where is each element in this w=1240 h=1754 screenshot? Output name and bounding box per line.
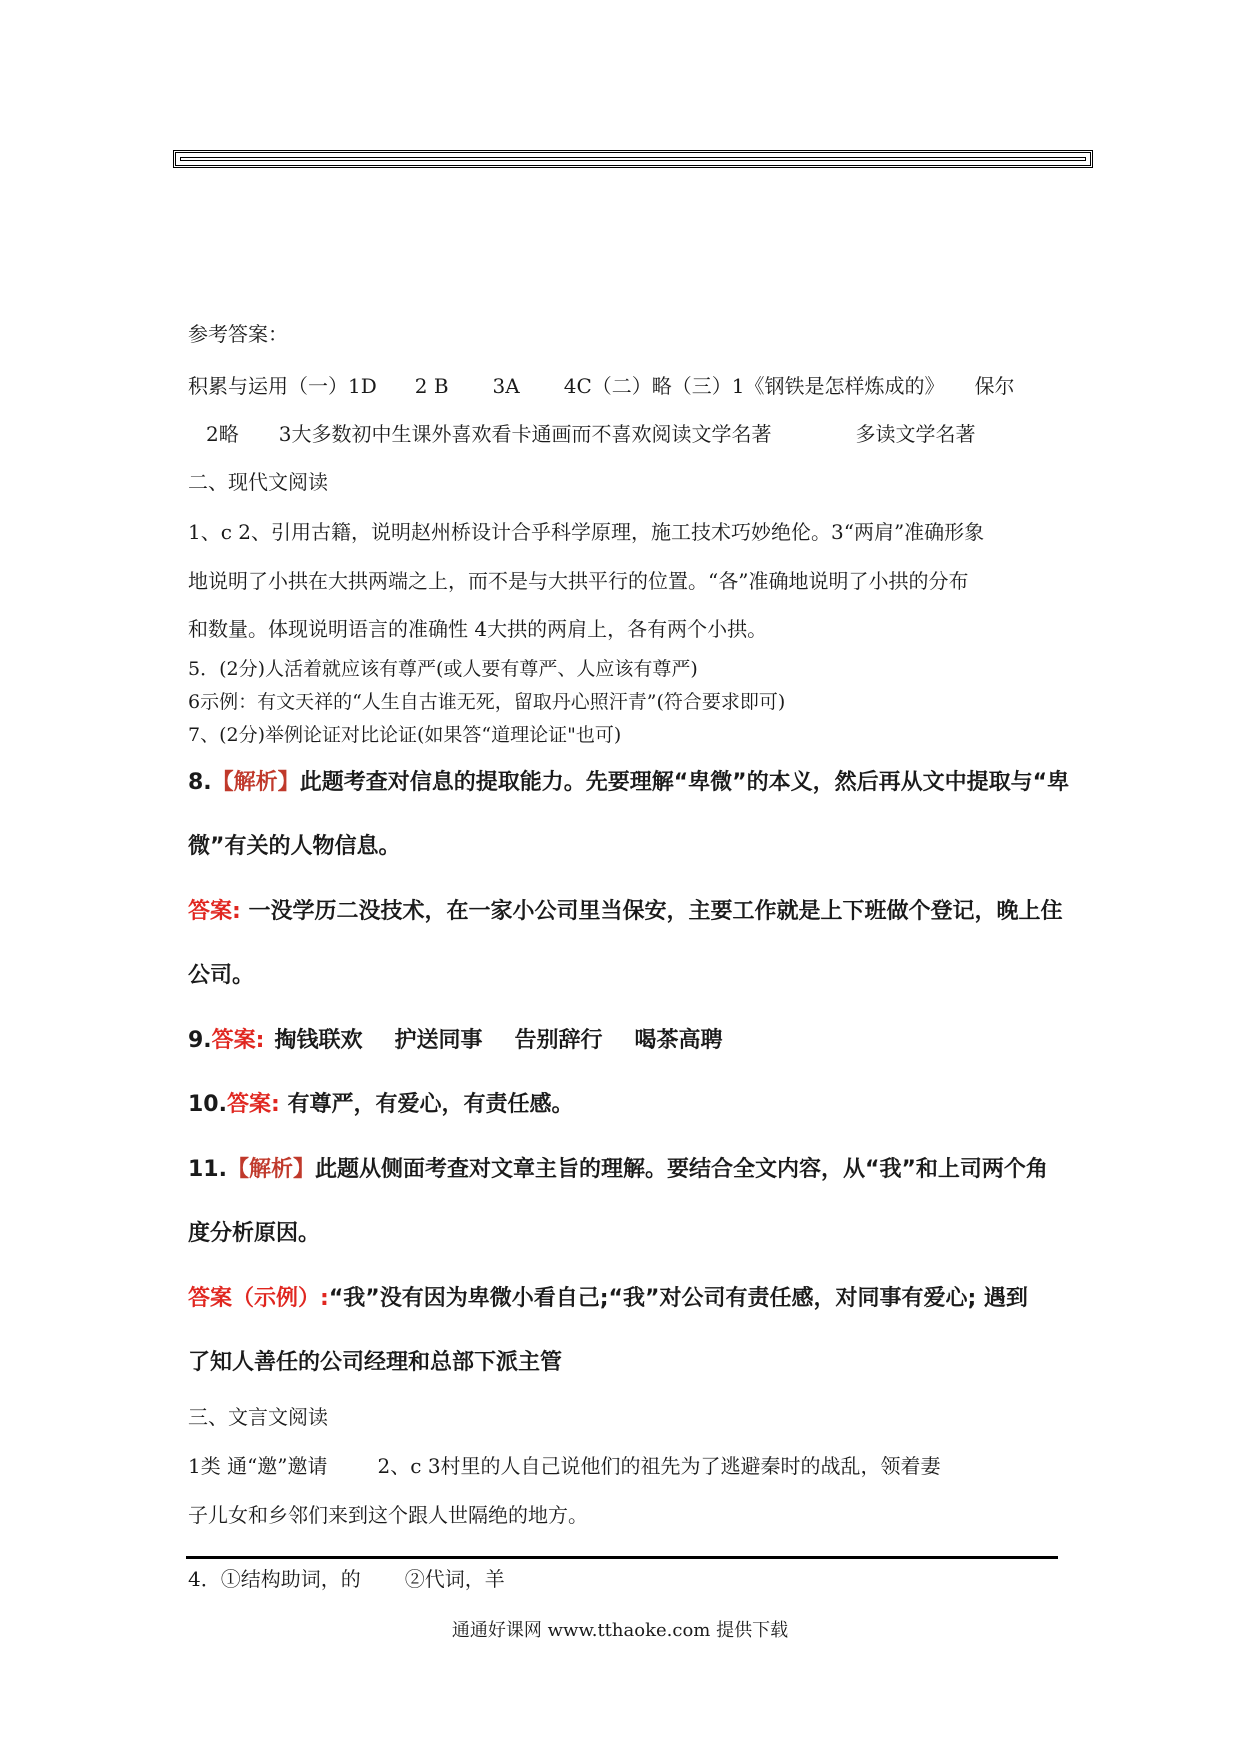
answer-label: 答案: xyxy=(188,899,241,924)
q5: 5．(2分)人活着就应该有尊严(或人要有尊严、人应该有尊严) xyxy=(188,658,698,680)
q8-answer-line2: 公司。 xyxy=(188,963,255,988)
q8-answer-line1: 答案: 一没学历二没技术，在一家小公司里当保安，主要工作就是上下班做个登记，晚上住 xyxy=(188,899,1063,924)
q6: 6示例：有文天祥的“人生自古谁无死，留取丹心照汗青”(符合要求即可) xyxy=(188,691,786,713)
answer-label: 答案: xyxy=(226,1092,280,1117)
section1-line1: 积累与运用（一）1D 2 B 3A 4C（二）略（三）1《钢铁是怎样炼成的》 保尔 xyxy=(188,374,1015,398)
q8-line2: 微”有关的人物信息。 xyxy=(188,834,401,859)
q1-line1: 1、c 2、引用古籍，说明赵州桥设计合乎科学原理，施工技术巧妙绝伦。3“两肩”准确形象 xyxy=(188,520,985,544)
section1-line2: 2略 3大多数初中生课外喜欢看卡通画而不喜欢阅读文学名著 多读文学名著 xyxy=(206,422,976,446)
section3-heading: 三、文言文阅读 xyxy=(188,1405,328,1429)
answer-label: 答案（示例）: xyxy=(188,1286,329,1311)
q11-answer-line2: 了知人善任的公司经理和总部下派主管 xyxy=(188,1350,563,1375)
footer-credit: 通通好课网 www.tthaoke.com 提供下载 xyxy=(451,1620,789,1641)
section3-line1: 1类 通“邀”邀请 2、c 3村里的人自己说他们的祖先为了逃避秦时的战乱，领着妻 xyxy=(188,1454,941,1478)
section3-line2: 子儿女和乡邻们来到这个跟人世隔绝的地方。 xyxy=(188,1503,588,1527)
section3-line3: 4．①结构助词，的 ②代词，羊 xyxy=(188,1567,505,1591)
section2-heading: 二、现代文阅读 xyxy=(188,470,328,494)
q11-answer-line1: 答案（示例）:“我”没有因为卑微小看自己;“我”对公司有责任感，对同事有爱心; 遇到 xyxy=(188,1286,1028,1311)
q1-line2: 地说明了小拱在大拱两端之上，而不是与大拱平行的位置。“各”准确地说明了小拱的分布 xyxy=(188,569,969,593)
answer-title: 参考答案： xyxy=(188,322,288,346)
q8-line1: 8.【解析】此题考查对信息的提取能力。先要理解“卑微”的本义，然后再从文中提取与“卑 xyxy=(188,770,1070,795)
q10: 10.答案: 有尊严，有爱心，有责任感。 xyxy=(188,1092,574,1117)
q7: 7、(2分)举例论证对比论证(如果答“道理论证"也可) xyxy=(188,724,622,746)
q9: 9.答案: 掏钱联欢 护送同事 告别辞行 喝茶高聘 xyxy=(188,1028,723,1053)
q1-line3: 和数量。体现说明语言的准确性 4大拱的两肩上，各有两个小拱。 xyxy=(188,617,768,641)
analysis-tag: 【解析】 xyxy=(211,770,300,795)
analysis-tag: 【解析】 xyxy=(226,1157,315,1182)
answer-label: 答案: xyxy=(211,1028,265,1053)
header-double-rule xyxy=(173,150,1093,168)
q11-line2: 度分析原因。 xyxy=(188,1221,321,1246)
bottom-rule xyxy=(186,1556,1058,1559)
q11-line1: 11.【解析】此题从侧面考查对文章主旨的理解。要结合全文内容，从“我”和上司两个角 xyxy=(188,1157,1048,1182)
